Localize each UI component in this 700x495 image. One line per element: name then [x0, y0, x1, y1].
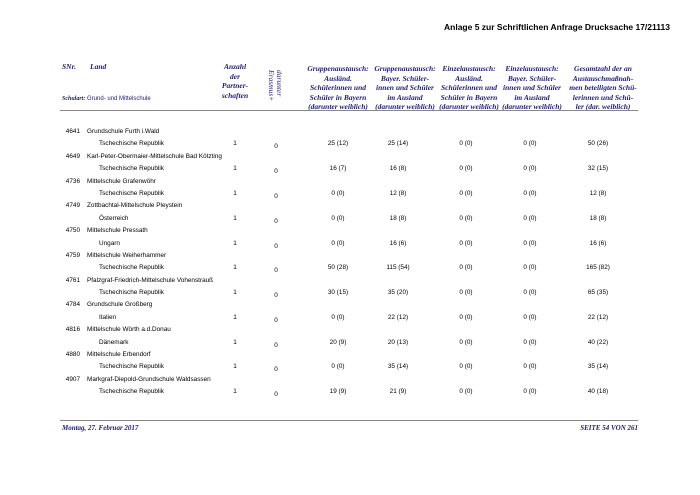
school-number: 4750 — [65, 227, 80, 235]
erasmus-count: 0 — [274, 143, 278, 151]
erasmus-count: 0 — [274, 242, 278, 250]
header-line: Gesamtzahl der an — [574, 64, 632, 73]
group-foreign-students: 0 (0) — [331, 214, 345, 222]
header-land: Land — [90, 62, 107, 71]
school-number: 4784 — [65, 301, 80, 309]
group-foreign-students: 0 (0) — [331, 189, 345, 197]
partner-country: Österreich — [99, 214, 129, 222]
total-students: 50 (26) — [587, 140, 609, 148]
single-bavarian-students: 0 (0) — [523, 338, 537, 346]
group-foreign-students: 0 (0) — [331, 363, 345, 371]
total-students: 65 (35) — [587, 289, 609, 297]
header-einzel-ausl — [438, 64, 500, 112]
school-number: 4736 — [65, 177, 80, 185]
school-number: 4759 — [65, 251, 80, 259]
partner-country: Dänemark — [99, 338, 129, 346]
total-students: 165 (82) — [586, 264, 610, 272]
header-line: Bayer. Schüler- — [507, 73, 557, 83]
partner-count: 1 — [233, 338, 237, 346]
header-line: im Ausland — [387, 92, 423, 102]
partner-country: Tschechische Republik — [99, 189, 165, 197]
partner-row — [0, 213, 700, 225]
footer-rule — [60, 420, 638, 421]
group-foreign-students: 30 (15) — [327, 289, 349, 297]
school-name: Karl-Peter-Obermaier-Mittelschule Bad Kötzting — [87, 152, 222, 160]
header-line: Schüler in Bayern — [440, 92, 498, 102]
total-students: 40 (18) — [587, 388, 609, 396]
school-row — [0, 250, 700, 262]
schulart-label: Schulart: — [62, 96, 86, 102]
single-bavarian-students: 0 (0) — [523, 363, 537, 371]
header-anzahl-line: schaften — [221, 90, 249, 100]
header-line: Gruppenaustausch: — [307, 64, 369, 73]
header-line: Einzelaustausch: — [442, 64, 496, 73]
header-line: Einzelaustausch: — [505, 64, 559, 73]
partner-country: Tschechische Republik — [99, 140, 165, 148]
school-row — [0, 176, 700, 188]
header-line: men beteiligten Schü- — [569, 83, 637, 92]
total-students: 32 (15) — [587, 165, 609, 173]
partner-country: Tschechische Republik — [99, 289, 165, 297]
partner-country: Tschechische Republik — [99, 388, 165, 396]
partner-count: 1 — [233, 140, 237, 148]
school-name: Mittelschule Wörth a.d.Donau — [87, 326, 171, 334]
school-row — [0, 151, 700, 163]
header-line: Schülerinnen und — [440, 83, 498, 92]
group-foreign-students: 0 (0) — [331, 239, 345, 247]
group-foreign-students: 50 (28) — [327, 264, 349, 272]
header-line: innen und Schüler — [376, 83, 434, 92]
partner-count: 1 — [233, 313, 237, 321]
partner-row — [0, 262, 700, 274]
header-line: im Ausland — [514, 92, 550, 102]
partner-count: 1 — [233, 189, 237, 197]
single-bavarian-students: 0 (0) — [523, 313, 537, 321]
header-gesamt — [564, 64, 642, 112]
annex-title: Anlage 5 zur Schriftlichen Anfrage Drucksache 17/21113 — [444, 22, 670, 32]
single-foreign-students: 0 (0) — [459, 140, 473, 148]
single-bavarian-students: 0 (0) — [523, 264, 537, 272]
school-row — [0, 299, 700, 311]
partner-row — [0, 312, 700, 324]
single-foreign-students: 0 (0) — [459, 264, 473, 272]
single-foreign-students: 0 (0) — [459, 189, 473, 197]
footer-date: Montag, 27. Februar 2017 — [62, 424, 139, 432]
schulart — [62, 96, 151, 102]
erasmus-count: 0 — [274, 168, 278, 176]
header-einzel-bayer — [500, 64, 564, 112]
school-name: Grundschule Großberg — [87, 301, 153, 309]
group-bavarian-students: 18 (8) — [389, 214, 407, 222]
schulart-value: Grund- und Mittelschule — [87, 96, 151, 102]
partner-row — [0, 138, 700, 150]
erasmus-count: 0 — [274, 192, 278, 200]
group-bavarian-students: 21 (9) — [389, 388, 407, 396]
partner-row — [0, 163, 700, 175]
school-name: Mittelschule Erbendorf — [87, 351, 151, 359]
school-row — [0, 324, 700, 336]
header-anzahl-line: Partner- — [221, 81, 249, 90]
header-line: (darunter weiblich) — [375, 102, 435, 111]
erasmus-count: 0 — [274, 217, 278, 225]
school-number: 4641 — [65, 128, 80, 135]
group-bavarian-students: 115 (54) — [386, 264, 410, 272]
erasmus-count: 0 — [274, 341, 278, 349]
header-line: lerinnen und Schü- — [572, 92, 634, 102]
erasmus-count: 0 — [274, 391, 278, 399]
single-foreign-students: 0 (0) — [459, 214, 473, 222]
group-bavarian-students: 35 (14) — [387, 363, 409, 371]
partner-country: Tschechische Republik — [99, 363, 165, 371]
header-rule — [60, 110, 638, 111]
school-number: 4649 — [65, 152, 80, 160]
header-line: Ausländ. — [455, 73, 483, 83]
total-students: 16 (6) — [589, 239, 607, 247]
partner-count: 1 — [233, 165, 237, 173]
partner-country: Ungarn — [99, 239, 120, 247]
erasmus-count: 0 — [274, 366, 278, 374]
total-students: 40 (22) — [587, 338, 609, 346]
total-students: 12 (8) — [589, 189, 607, 197]
partner-count: 1 — [233, 214, 237, 222]
school-name: Grundschule Furth i.Wald — [87, 128, 160, 135]
partner-row — [0, 188, 700, 200]
school-row — [0, 349, 700, 361]
erasmus-count: 0 — [274, 267, 278, 275]
single-foreign-students: 0 (0) — [459, 239, 473, 247]
school-name: Zottbachtal-Mittelschule Pleystein — [87, 202, 183, 210]
header-line: Gruppenaustausch: — [374, 64, 436, 73]
school-number: 4816 — [65, 326, 80, 334]
partner-count: 1 — [233, 363, 237, 371]
partner-row — [0, 361, 700, 373]
school-row — [0, 200, 700, 212]
group-bavarian-students: 22 (12) — [387, 313, 409, 321]
header-anzahl-line: Anzahl — [223, 62, 247, 71]
school-name: Mittelschule Weiherhammer — [87, 251, 167, 259]
single-foreign-students: 0 (0) — [459, 165, 473, 173]
school-name: Mittelschule Grafenwöhr — [87, 177, 156, 185]
header-line: Schülerinnen und — [309, 83, 367, 92]
single-foreign-students: 0 (0) — [459, 338, 473, 346]
school-name: Pfalzgraf-Friedrich-Mittelschule Vohenstrauß — [87, 276, 214, 284]
total-students: 22 (12) — [587, 313, 609, 321]
footer-page: SEITE 54 VON 261 — [580, 424, 638, 432]
single-foreign-students: 0 (0) — [459, 313, 473, 321]
school-number: 4761 — [65, 276, 80, 284]
partner-row — [0, 287, 700, 299]
school-name: Markgraf-Diepold-Grundschule Waldsassen — [87, 375, 211, 383]
erasmus-count: 0 — [274, 316, 278, 324]
group-foreign-students: 20 (9) — [329, 338, 347, 346]
group-bavarian-students: 12 (8) — [389, 189, 407, 197]
header-line: Bayer. Schüler- — [380, 73, 430, 83]
partner-count: 1 — [233, 289, 237, 297]
school-row — [0, 275, 700, 287]
header-line: (darunter weiblich) — [439, 102, 499, 111]
header-erasmus — [267, 70, 283, 101]
partner-country: Italien — [99, 313, 117, 321]
partner-row — [0, 238, 700, 250]
header-gruppe-ausl — [304, 64, 372, 112]
group-foreign-students: 25 (12) — [327, 140, 349, 148]
group-foreign-students: 0 (0) — [331, 313, 345, 321]
partner-count: 1 — [233, 388, 237, 396]
single-foreign-students: 0 (0) — [459, 388, 473, 396]
header-line: innen und Schüler — [503, 83, 561, 92]
header-line: Austauschmaßnah- — [572, 73, 634, 83]
header-line: (darunter weiblich) — [308, 102, 368, 111]
school-number: 4749 — [65, 202, 80, 210]
school-name: Mittelschule Pressath — [87, 227, 148, 235]
partner-row — [0, 337, 700, 349]
school-number: 4907 — [65, 375, 80, 383]
single-bavarian-students: 0 (0) — [523, 289, 537, 297]
group-bavarian-students: 25 (14) — [387, 140, 409, 148]
school-number: 4880 — [65, 351, 80, 359]
single-bavarian-students: 0 (0) — [523, 189, 537, 197]
single-foreign-students: 0 (0) — [459, 363, 473, 371]
header-anzahl-line: der — [230, 71, 240, 81]
header-line: ler (dar. weiblich) — [575, 102, 631, 111]
header-line: (darunter weiblich) — [502, 102, 562, 111]
header-line: Ausländ. — [324, 73, 352, 83]
total-students: 18 (8) — [589, 214, 607, 222]
group-bavarian-students: 35 (20) — [387, 289, 409, 297]
school-row — [0, 225, 700, 237]
partner-country: Tschechische Republik — [99, 264, 165, 272]
single-bavarian-students: 0 (0) — [523, 140, 537, 148]
header-gruppe-bayer — [372, 64, 438, 112]
header-anzahl — [210, 62, 260, 100]
group-bavarian-students: 20 (13) — [387, 338, 409, 346]
single-bavarian-students: 0 (0) — [523, 239, 537, 247]
header-erasmus-line: darunter — [275, 70, 284, 97]
group-bavarian-students: 16 (8) — [389, 165, 407, 173]
partner-country: Tschechische Republik — [99, 165, 165, 173]
erasmus-count: 0 — [274, 292, 278, 300]
partner-count: 1 — [233, 264, 237, 272]
total-students: 35 (14) — [587, 363, 609, 371]
header-erasmus-line: Erasmus+ — [267, 70, 276, 102]
partner-row — [0, 386, 700, 398]
group-foreign-students: 19 (9) — [329, 388, 347, 396]
header-line: Schüler in Bayern — [309, 92, 367, 102]
school-row — [0, 126, 700, 138]
single-bavarian-students: 0 (0) — [523, 165, 537, 173]
group-foreign-students: 16 (7) — [329, 165, 347, 173]
school-table — [0, 126, 700, 399]
single-foreign-students: 0 (0) — [459, 289, 473, 297]
single-bavarian-students: 0 (0) — [523, 388, 537, 396]
group-bavarian-students: 16 (6) — [389, 239, 407, 247]
partner-count: 1 — [233, 239, 237, 247]
header-snr: SNr. — [62, 62, 76, 71]
single-bavarian-students: 0 (0) — [523, 214, 537, 222]
school-row — [0, 374, 700, 386]
